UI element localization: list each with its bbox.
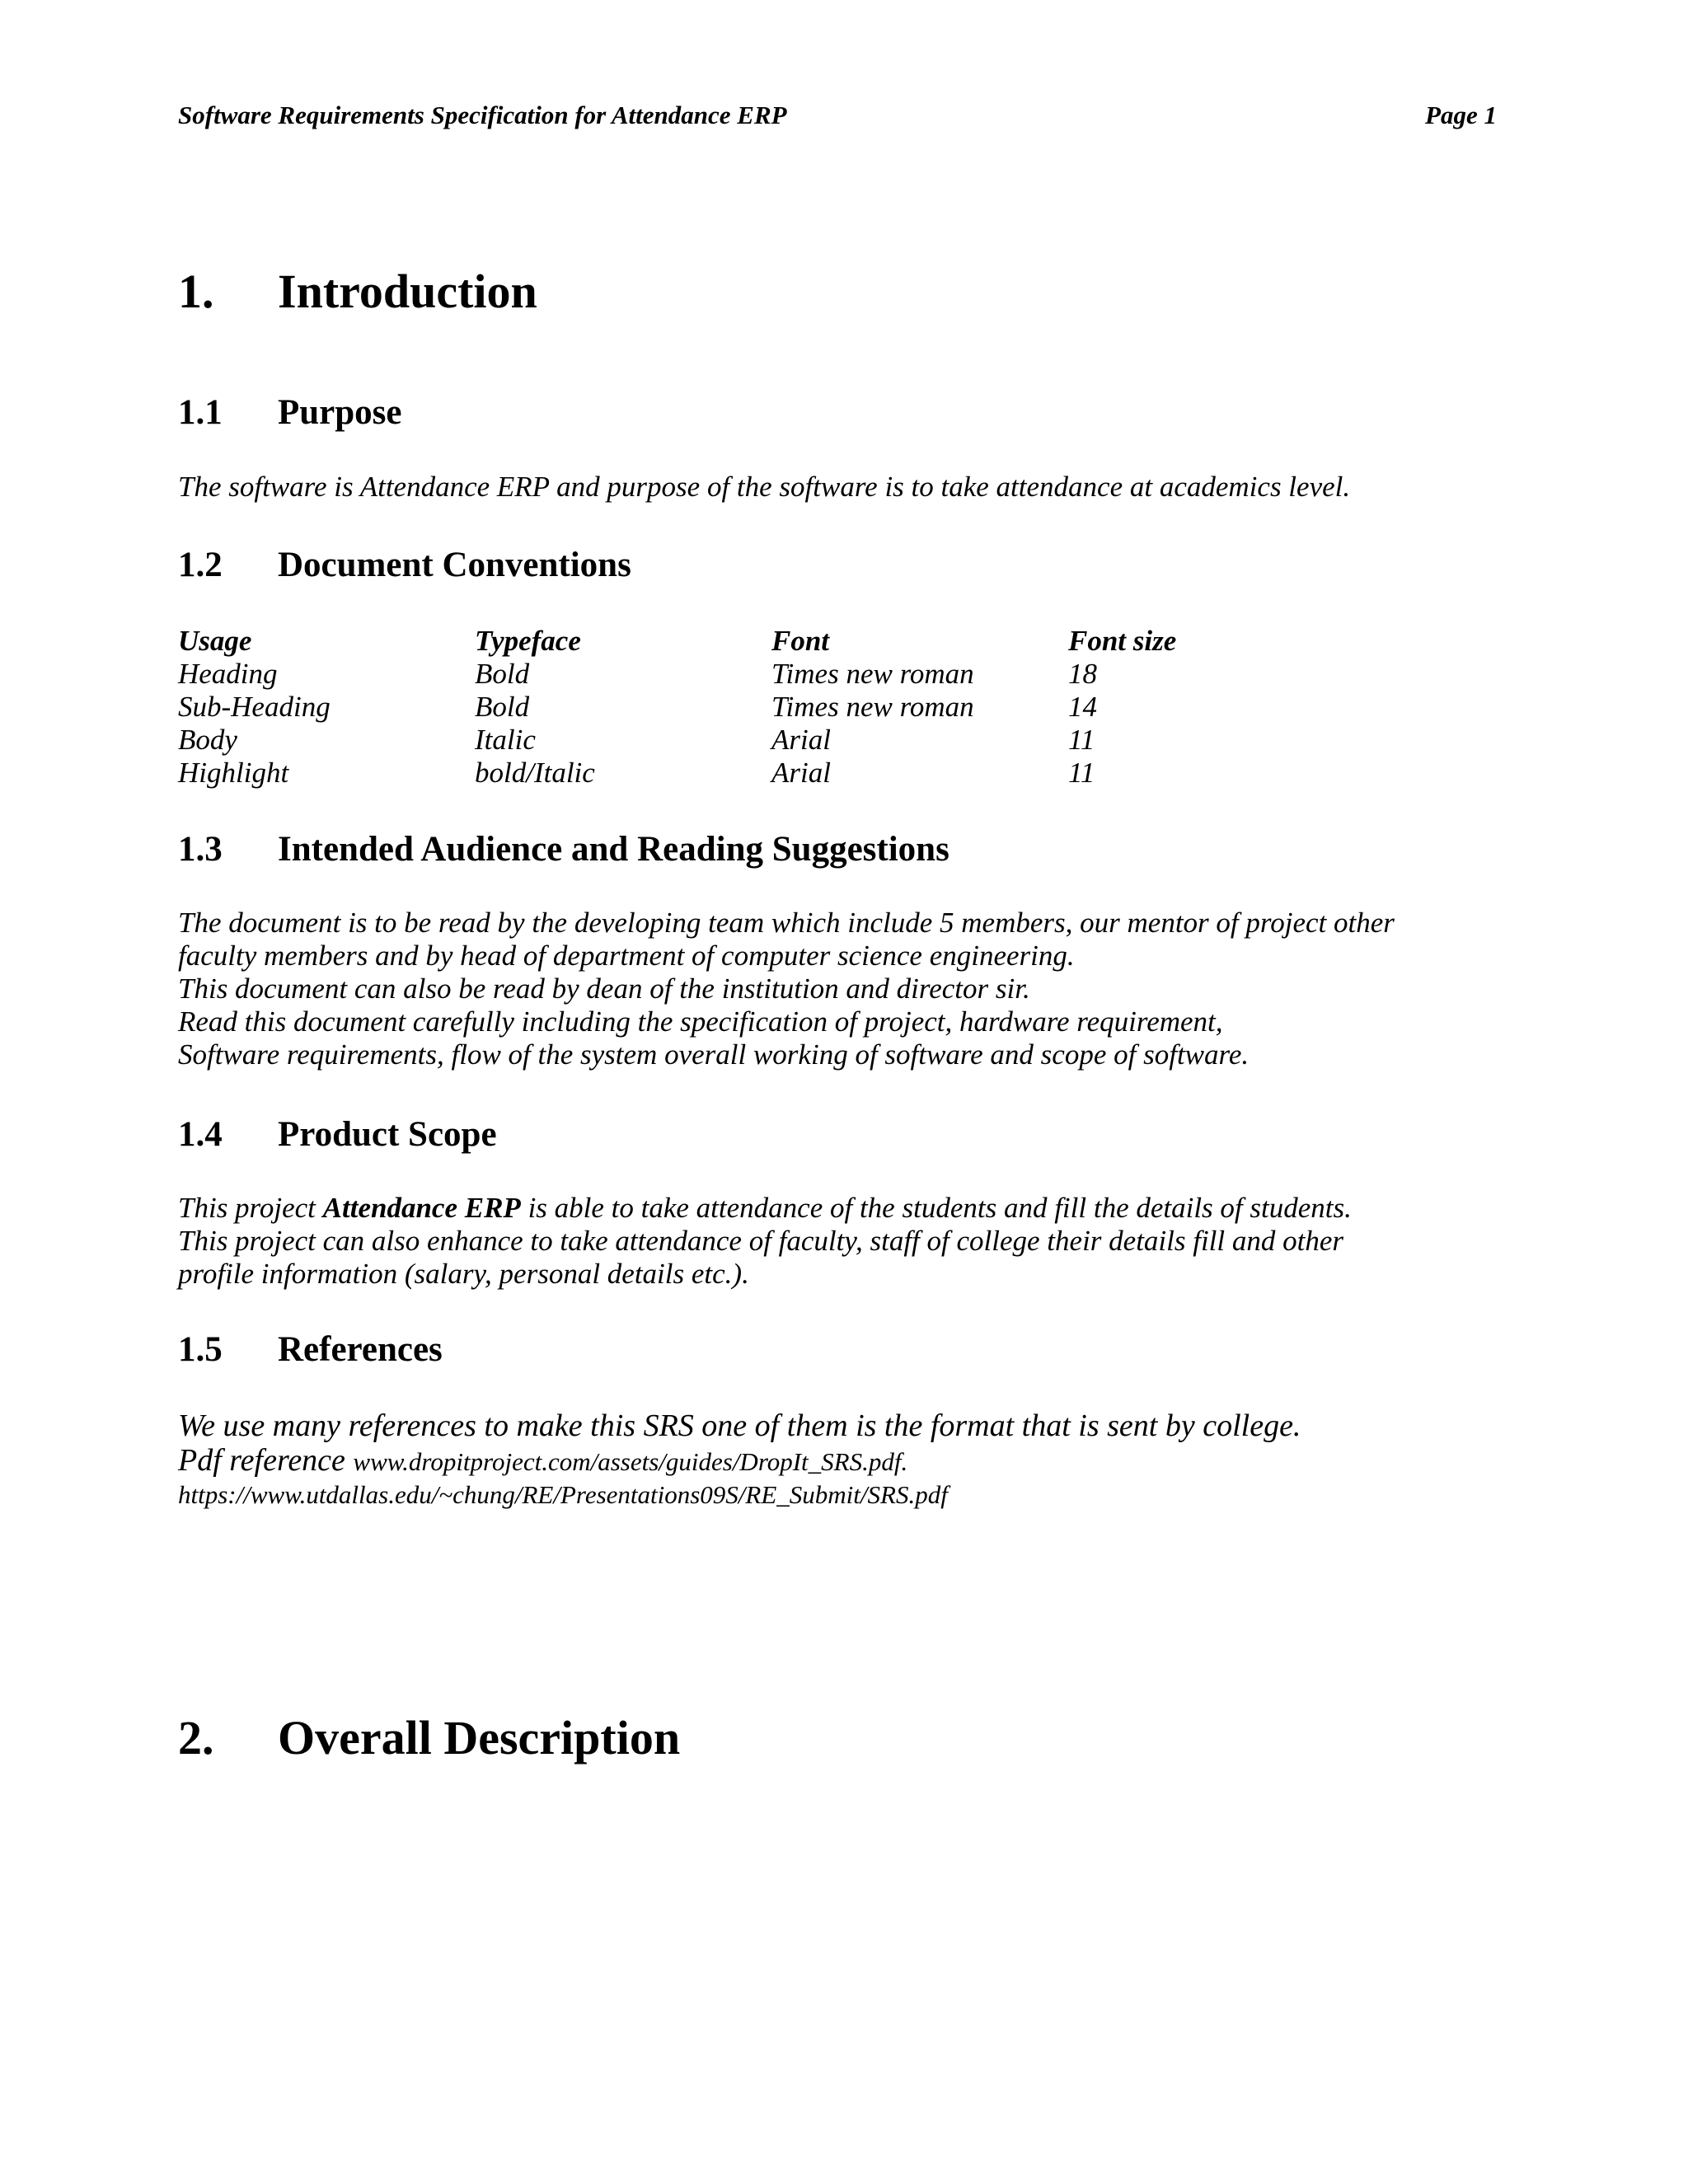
scope-body	[178, 1192, 1513, 1291]
cell-usage: Highlight	[178, 757, 289, 789]
column-header-usage: Usage	[178, 625, 252, 657]
section-heading-overall-description	[178, 1711, 681, 1765]
cell-font-size: 11	[1068, 724, 1095, 756]
cell-typeface: Bold	[475, 691, 530, 723]
column-header-font-size: Font size	[1068, 625, 1177, 657]
header-title: Software Requirements Specification for Attendance ERP	[178, 101, 787, 129]
cell-font: Times new roman	[771, 691, 974, 723]
scope-text-pre: This project	[178, 1192, 323, 1224]
cell-font: Arial	[771, 724, 831, 756]
column-header-font: Font	[771, 625, 830, 657]
subsection-heading-scope	[178, 1117, 497, 1152]
subsection-heading-audience	[178, 832, 950, 867]
subsection-title: References	[278, 1330, 443, 1369]
cell-font-size: 18	[1068, 658, 1097, 690]
subsection-title: Purpose	[278, 393, 402, 432]
subsection-number: 1.3	[178, 830, 223, 869]
scope-line: This project can also enhance to take attendance of faculty, staff of college their details fill and other	[178, 1225, 1344, 1257]
cell-font-size: 11	[1068, 757, 1095, 789]
subsection-number: 1.1	[178, 393, 223, 432]
table-row	[178, 757, 1315, 790]
references-line: We use many references to make this SRS one of them is the format that is sent by college.	[178, 1408, 1301, 1443]
references-label: Pdf reference	[178, 1443, 354, 1478]
subsection-title: Document Conventions	[278, 546, 631, 584]
subsection-title: Intended Audience and Reading Suggestions	[278, 830, 950, 869]
section-title: Introduction	[278, 265, 537, 318]
table-row	[178, 691, 1315, 724]
subsection-number: 1.2	[178, 546, 223, 584]
audience-line: This document can also be read by dean of the institution and director sir.	[178, 972, 1030, 1005]
cell-typeface: Italic	[475, 724, 536, 756]
purpose-text: The software is Attendance ERP and purpose of the software is to take attendance at academics level.	[178, 471, 1351, 503]
table-row	[178, 658, 1315, 691]
reference-url: https://www.utdallas.edu/~chung/RE/Presentations09S/RE_Submit/SRS.pdf	[178, 1480, 948, 1509]
audience-line: The document is to be read by the developing team which include 5 members, our mentor of project other	[178, 907, 1395, 939]
cell-font: Times new roman	[771, 658, 974, 690]
references-line	[178, 1444, 1301, 1479]
section-number: 1.	[178, 265, 214, 318]
section-number: 2.	[178, 1711, 214, 1765]
subsection-number: 1.4	[178, 1115, 223, 1154]
subsection-heading-conventions	[178, 547, 631, 583]
header-page-number: Page 1	[1425, 101, 1497, 129]
reference-url: www.dropitproject.com/assets/guides/DropIt_SRS.pdf.	[353, 1447, 908, 1476]
scope-highlight: Attendance ERP	[322, 1192, 521, 1224]
cell-usage: Sub-Heading	[178, 691, 331, 723]
column-header-typeface: Typeface	[475, 625, 581, 657]
scope-line	[178, 1192, 1513, 1225]
subsection-number: 1.5	[178, 1330, 223, 1369]
audience-line: faculty members and by head of department of computer science engineering.	[178, 940, 1075, 972]
purpose-body	[178, 471, 1513, 504]
subsection-heading-purpose	[178, 395, 402, 430]
scope-text-post: is able to take attendance of the students and fill the details of students.	[520, 1192, 1352, 1224]
conventions-table	[178, 625, 1315, 790]
cell-usage: Heading	[178, 658, 278, 690]
section-title: Overall Description	[278, 1711, 681, 1765]
audience-body	[178, 907, 1513, 1071]
cell-font-size: 14	[1068, 691, 1097, 723]
audience-line: Software requirements, flow of the system overall working of software and scope of software.	[178, 1038, 1250, 1071]
cell-font: Arial	[771, 757, 831, 789]
scope-line: profile information (salary, personal details etc.).	[178, 1258, 749, 1290]
subsection-heading-references	[178, 1332, 443, 1367]
page-header	[178, 101, 1497, 134]
table-header-row	[178, 625, 1315, 658]
references-body	[178, 1408, 1301, 1511]
audience-line: Read this document carefully including the specification of project, hardware requirement,	[178, 1005, 1223, 1038]
table-row	[178, 724, 1315, 757]
section-heading-introduction	[178, 265, 537, 318]
subsection-title: Product Scope	[278, 1115, 497, 1154]
cell-typeface: Bold	[475, 658, 530, 690]
cell-usage: Body	[178, 724, 237, 756]
cell-typeface: bold/Italic	[475, 757, 595, 789]
